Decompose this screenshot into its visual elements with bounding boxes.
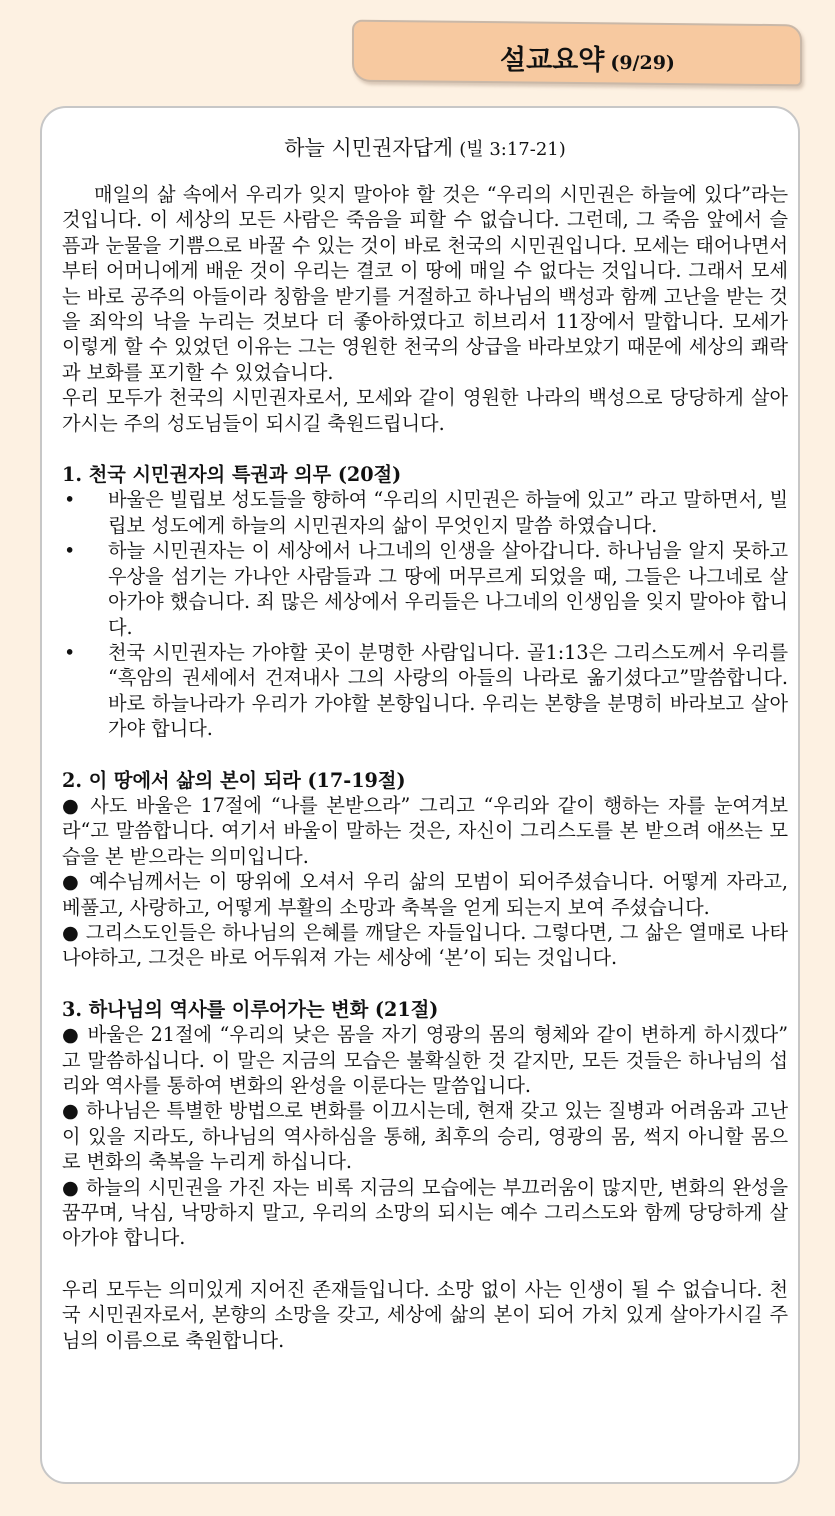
bullet-icon: ● bbox=[62, 793, 82, 817]
list-item bbox=[62, 640, 788, 742]
intro-paragraph: 매일의 삶 속에서 우리가 잊지 말아야 할 것은 “우리의 시민권은 하늘에 있다”라는 것입니다. 이 세상의 모든 사람은 죽음을 피할 수 없습니다. 그런데, 그 죽음 앞에서 슬픔과 눈물을 기쁨으로 바꿀 수 있는 것이 바로 천국의 시민권입니다. 모세는 태어나면서부터 어머니에게 배운 것이 우리는 결코 이 땅에 매일 수 없다는 것입니다. 그래서 모세는 바로 공주의 아들이라 칭함을 받기를 거절하고 하나님의 백성과 함께 고난을 받는 것을 죄악의 낙을 누리는 것보다 더 좋아하였다고 히브리서 11장에서 말합니다. 모세가 이렇게 할 수 있었던 이유는 그는 영원한 천국의 상급을 바라보았기 때문에 세상의 쾌락과 보화를 포기할 수 있었습니다. bbox=[62, 183, 788, 384]
intro-paragraph: 우리 모두가 천국의 시민권자로서, 모세와 같이 영원한 나라의 백성으로 당당하게 살아가시는 주의 성도님들이 되시길 축원드립니다. bbox=[62, 386, 788, 435]
list-item bbox=[62, 487, 788, 538]
paragraph-text: 예수님께서는 이 땅위에 오셔서 우리 삶의 모범이 되어주셨습니다. 어떻게 자라고, 베풀고, 사랑하고, 어떻게 부활의 소망과 축복을 얻게 되는지 보여 주셨습니다. bbox=[62, 870, 789, 919]
section-heading: 2. 이 땅에서 삶의 본이 되라 (17-19절) bbox=[62, 768, 406, 792]
bullet-icon: • bbox=[64, 640, 76, 664]
bullet-paragraph bbox=[62, 869, 788, 920]
list-item-text: 하늘 시민권자는 이 세상에서 나그네의 인생을 살아갑니다. 하나님을 알지 못하고 우상을 섬기는 가나안 사람들과 그 땅에 머무르게 되었을 때, 그들은 나그네로 살아가야 했습니다. 죄 많은 세상에서 우리들은 나그네의 인생임을 잊지 말아야 합니다. bbox=[108, 539, 788, 639]
bullet-icon: ● bbox=[62, 920, 80, 944]
bullet-icon: ● bbox=[62, 1023, 81, 1047]
section-heading: 3. 하나님의 역사를 이루어가는 변화 (21절) bbox=[62, 997, 439, 1021]
bullet-icon: ● bbox=[62, 1099, 80, 1123]
sermon-title: 하늘 시민권자답게 bbox=[284, 136, 454, 160]
list-item-text: 천국 시민권자는 가야할 곳이 분명한 사람입니다. 골1:13은 그리스도께서 우리를 “흑암의 권세에서 건져내사 그의 사랑의 아들의 나라로 옮기셨다고”말씀합니다. 바로 하늘나라가 우리가 가야할 본향입니다. 우리는 본향을 분명히 바라보고 살아가야 합니다. bbox=[108, 640, 788, 741]
sermon-title-line bbox=[62, 130, 788, 168]
paragraph-text: 하나님은 특별한 방법으로 변화를 이끄시는데, 현재 갖고 있는 질병과 어려움과 고난이 있을 지라도, 하나님의 역사하심을 통해, 최후의 승리, 영광의 몸, 썩지 아니할 몸으로 변화의 축복을 누리게 하십니다. bbox=[62, 1099, 788, 1174]
bullet-paragraph bbox=[62, 1175, 788, 1251]
bullet-paragraph bbox=[62, 1098, 788, 1174]
paragraph-text: 그리스도인들은 하나님의 은혜를 깨달은 자들입니다. 그렇다면, 그 삶은 열매로 나타나야하고, 그것은 바로 어두워져 가는 세상에 ‘본’이 되는 것입니다. bbox=[62, 920, 788, 970]
header-date: (9/29) bbox=[610, 52, 675, 74]
header-title: 설교요약 bbox=[500, 45, 605, 76]
bullet-paragraph bbox=[62, 793, 788, 869]
bullet-icon: • bbox=[64, 539, 76, 563]
bullet-icon: ● bbox=[62, 1175, 80, 1199]
header-title-group bbox=[500, 38, 675, 77]
sermon-content bbox=[62, 130, 788, 1353]
sermon-reference: (빌 3:17-21) bbox=[459, 139, 566, 160]
bullet-icon: ● bbox=[62, 870, 81, 894]
bullet-paragraph bbox=[62, 920, 788, 971]
bullet-paragraph bbox=[62, 1022, 788, 1098]
bullet-icon: • bbox=[64, 488, 76, 512]
list-item-text: 바울은 빌립보 성도들을 향하여 “우리의 시민권은 하늘에 있고” 라고 말하면서, 빌립보 성도에게 하늘의 시민권자의 삶이 무엇인지 말씀 하였습니다. bbox=[108, 488, 788, 537]
section-heading: 1. 천국 시민권자의 특권과 의무 (20절) bbox=[62, 463, 402, 487]
paragraph-text: 바울은 21절에 “우리의 낮은 몸을 자기 영광의 몸의 형체와 같이 변하게 하시겠다” 고 말씀하십니다. 이 말은 지금의 모습은 불확실한 것 같지만, 모든 것들은 하나님의 섭리와 역사를 통하여 변화의 완성을 이룬다는 말씀입니다. bbox=[62, 1023, 789, 1097]
paragraph-text: 하늘의 시민권을 가진 자는 비록 지금의 모습에는 부끄러움이 많지만, 변화의 완성을 꿈꾸며, 낙심, 낙망하지 말고, 우리의 소망의 되시는 예수 그리스도와 함께 당당하게 살아가야 합니다. bbox=[62, 1175, 788, 1250]
section-list bbox=[62, 487, 788, 741]
closing-paragraph: 우리 모두는 의미있게 지어진 존재들입니다. 소망 없이 사는 인생이 될 수 없습니다. 천국 시민권자로서, 본향의 소망을 갖고, 세상에 삶의 본이 되어 가치 있게 살아가시길 주님의 이름으로 축원합니다. bbox=[62, 1277, 788, 1352]
paragraph-text: 사도 바울은 17절에 “나를 본받으라” 그리고 “우리와 같이 행하는 자를 눈여겨보라“고 말씀합니다. 여기서 바울이 말하는 것은, 자신이 그리스도를 본 받으려 애쓰는 모습을 본 받으라는 의미입니다. bbox=[62, 793, 788, 868]
list-item bbox=[62, 538, 788, 640]
